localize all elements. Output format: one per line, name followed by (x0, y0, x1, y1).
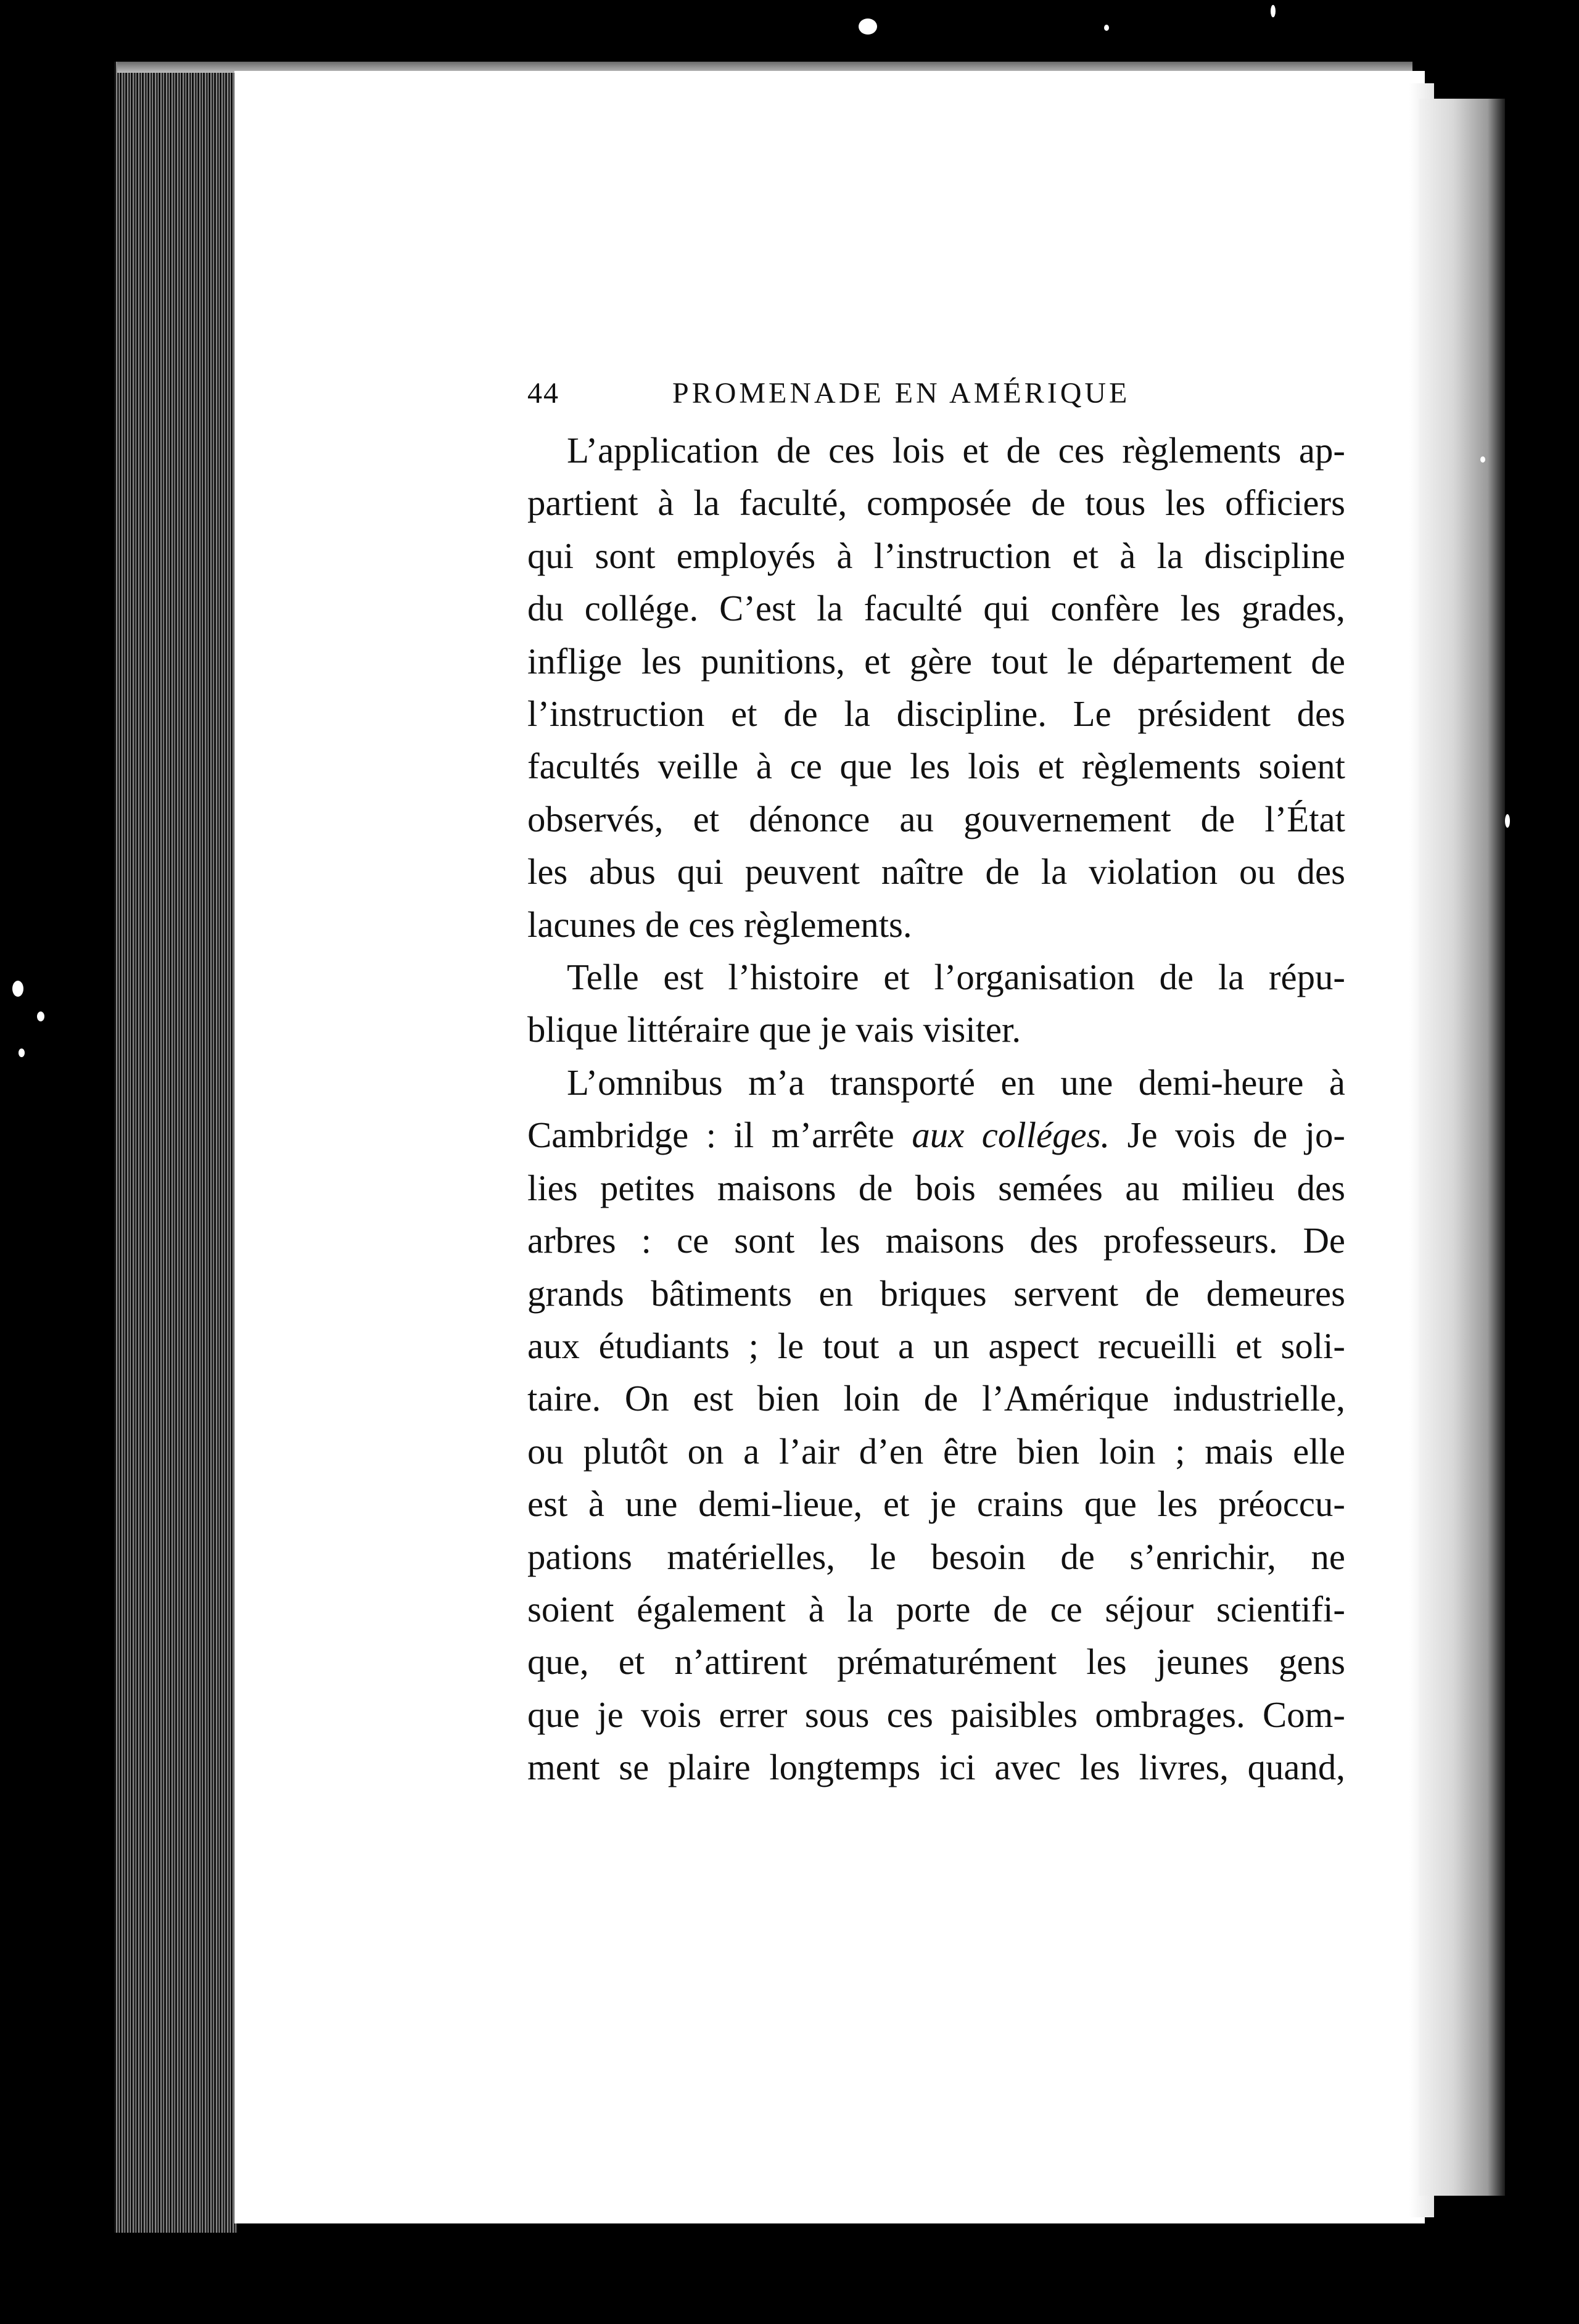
text-line: qui sont employés à l’instruction et à la discipline (527, 535, 1345, 576)
body-text (527, 424, 1345, 1794)
paragraph (527, 951, 1345, 1057)
paragraph (527, 1057, 1345, 1794)
text-line: partient à la faculté, composée de tous les officiers (527, 483, 1345, 524)
book-gutter-shadow (1419, 99, 1505, 2196)
text-line: que, et n’attirent prématurément les jeunes gens (527, 1642, 1345, 1683)
text-line: inflige les punitions, et gère tout le département de (527, 641, 1345, 682)
text-line: L’application de ces lois et de ces règlements ap- (567, 431, 1345, 471)
text-line: Telle est l’histoire et l’organisation de la répu- (567, 957, 1345, 998)
scan-speck (1104, 25, 1109, 31)
text-line: soient également à la porte de ce séjour scientifi- (527, 1589, 1345, 1630)
text-line: que je vois errer sous ces paisibles ombrages. Com- (527, 1694, 1345, 1735)
text-segment: Je vois de jo- (1127, 1115, 1345, 1156)
scan-speck (859, 19, 877, 35)
page-number: 44 (527, 377, 559, 410)
text-line: ment se plaire longtemps ici avec les livres, quand, (527, 1747, 1345, 1788)
text-line: aux étudiants ; le tout a un aspect recueilli et soli- (527, 1325, 1345, 1366)
running-head (527, 376, 1166, 419)
scan-speck (19, 1049, 25, 1057)
paragraph (527, 424, 1345, 951)
text-line: lies petites maisons de bois semées au milieu des (527, 1168, 1345, 1208)
text-line: observés, et dénonce au gouvernement de l’État (527, 799, 1345, 839)
text-line: les abus qui peuvent naître de la violation ou des (527, 852, 1345, 892)
scan-speck (1480, 456, 1485, 463)
italic-phrase: aux colléges. (912, 1115, 1110, 1156)
text-line: l’instruction et de la discipline. Le président des (527, 694, 1345, 735)
running-title: PROMENADE EN AMÉRIQUE (672, 377, 1131, 410)
scan-speck (12, 981, 23, 997)
text-line: du collége. C’est la faculté qui confère les grades, (527, 588, 1345, 629)
text-line: arbres : ce sont les maisons des professeurs. De (527, 1221, 1345, 1261)
text-line: facultés veille à ce que les lois et règlements soient (527, 746, 1345, 787)
text-line-mixed (527, 1109, 1345, 1161)
text-line: pations matérielles, le besoin de s’enrichir, ne (527, 1536, 1345, 1577)
book-fore-edge (114, 62, 237, 2233)
text-line: lacunes de ces règlements. (527, 904, 912, 945)
text-segment: Cambridge : il m’arrête (527, 1115, 894, 1156)
text-line: blique littéraire que je vais visiter. (527, 1010, 1021, 1050)
text-line: taire. On est bien loin de l’Amérique industrielle, (527, 1378, 1345, 1419)
text-line: ou plutôt on a l’air d’en être bien loin ; mais elle (527, 1431, 1345, 1472)
text-line: L’omnibus m’a transporté en une demi-heure à (567, 1062, 1345, 1103)
text-line: est à une demi-lieue, et je crains que les préoccu- (527, 1484, 1345, 1525)
scan-speck (37, 1012, 44, 1021)
scan-speck (1271, 5, 1276, 17)
scan-speck (1505, 814, 1510, 828)
text-line: grands bâtiments en briques servent de demeures (527, 1273, 1345, 1314)
